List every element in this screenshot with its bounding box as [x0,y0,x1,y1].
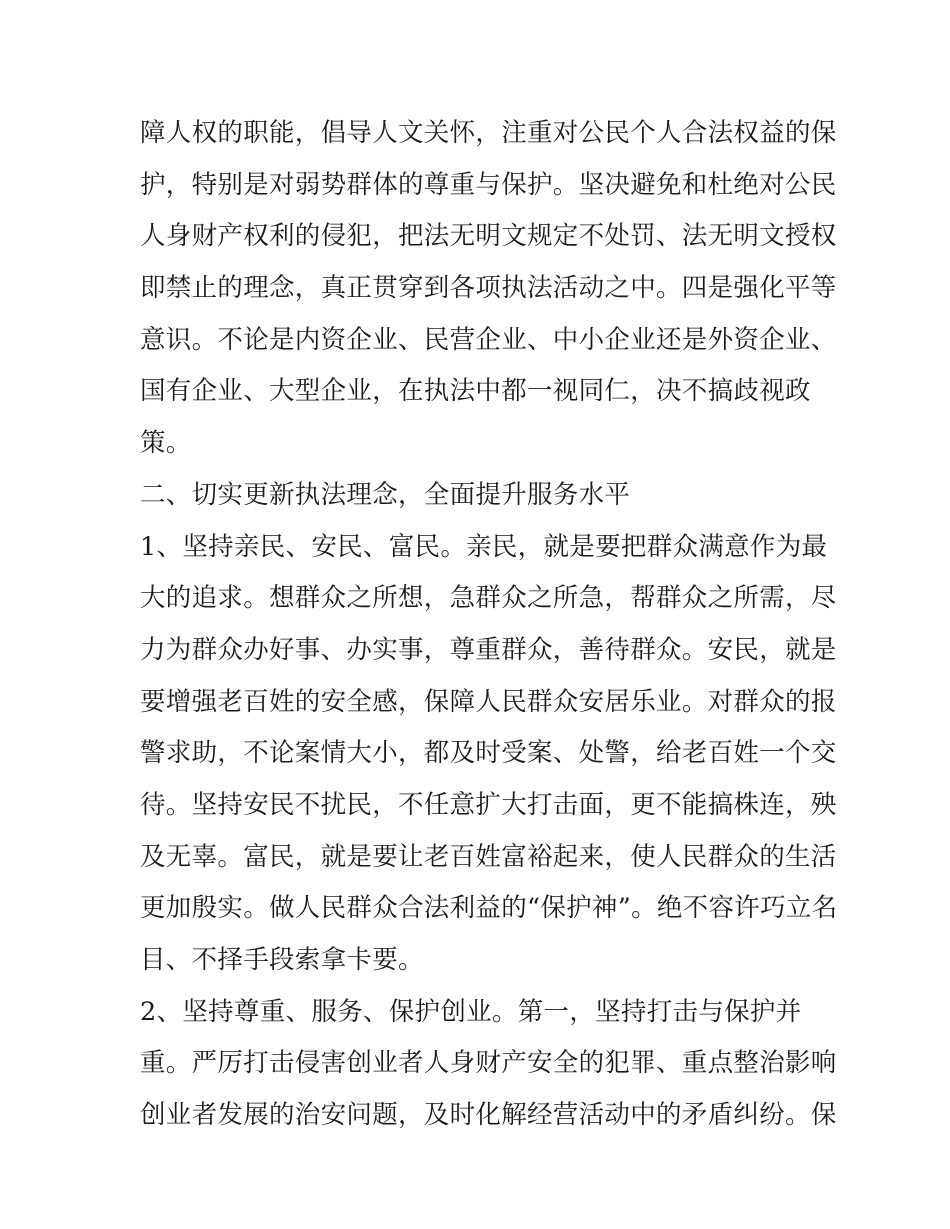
section-heading: 二、切实更新执法理念，全面提升服务水平 [140,479,631,510]
body-text [140,108,838,1142]
text-line: 要增强老百姓的安全感，保障人民群众安居乐业。对群众的报 [140,686,837,717]
text-line: 意识。不论是内资企业、民营企业、中小企业还是外资企业、 [140,324,837,355]
text-line: 2、坚持尊重、服务、保护创业。第一，坚持打击与保护并 [140,996,802,1027]
text-line: 国有企业、大型企业，在执法中都一视同仁，决不搞歧视政 [140,376,811,407]
text-line: 警求助，不论案情大小，都及时受案、处警，给老百姓一个交 [140,738,837,769]
text-line: 目、不择手段索拿卡要。 [140,945,424,975]
text-line: 待。坚持安民不扰民，不任意扩大打击面，更不能搞株连，殃 [140,789,837,820]
text-line: 即禁止的理念，真正贯穿到各项执法活动之中。四是强化平等 [140,273,837,304]
text-line: 护，特别是对弱势群体的尊重与保护。坚决避免和杜绝对公民 [140,169,837,200]
text-line: 及无辜。富民，就是要让老百姓富裕起来，使人民群众的生活 [140,841,837,872]
text-line: 障人权的职能，倡导人文关怀，注重对公民个人合法权益的保 [140,118,837,148]
text-line: 人身财产权利的侵犯，把法无明文规定不处罚、法无明文授权 [140,221,837,252]
text-line: 力为群众办好事、办实事，尊重群众，善待群众。安民，就是 [140,634,837,665]
text-line: 策。 [140,428,192,459]
text-line: 大的追求。想群众之所想，急群众之所急，帮群众之所需，尽 [140,583,837,614]
text-line: 1、坚持亲民、安民、富民。亲民，就是要把群众满意作为最 [140,531,828,562]
text-line: 重。严厉打击侵害创业者人身财产安全的犯罪、重点整治影响 [140,1048,837,1079]
text-line: 更加殷实。做人民群众合法利益的“保护神”。绝不容许巧立名 [140,893,838,924]
text-line: 创业者发展的治安问题，及时化解经营活动中的矛盾纠纷。保 [140,1100,837,1131]
